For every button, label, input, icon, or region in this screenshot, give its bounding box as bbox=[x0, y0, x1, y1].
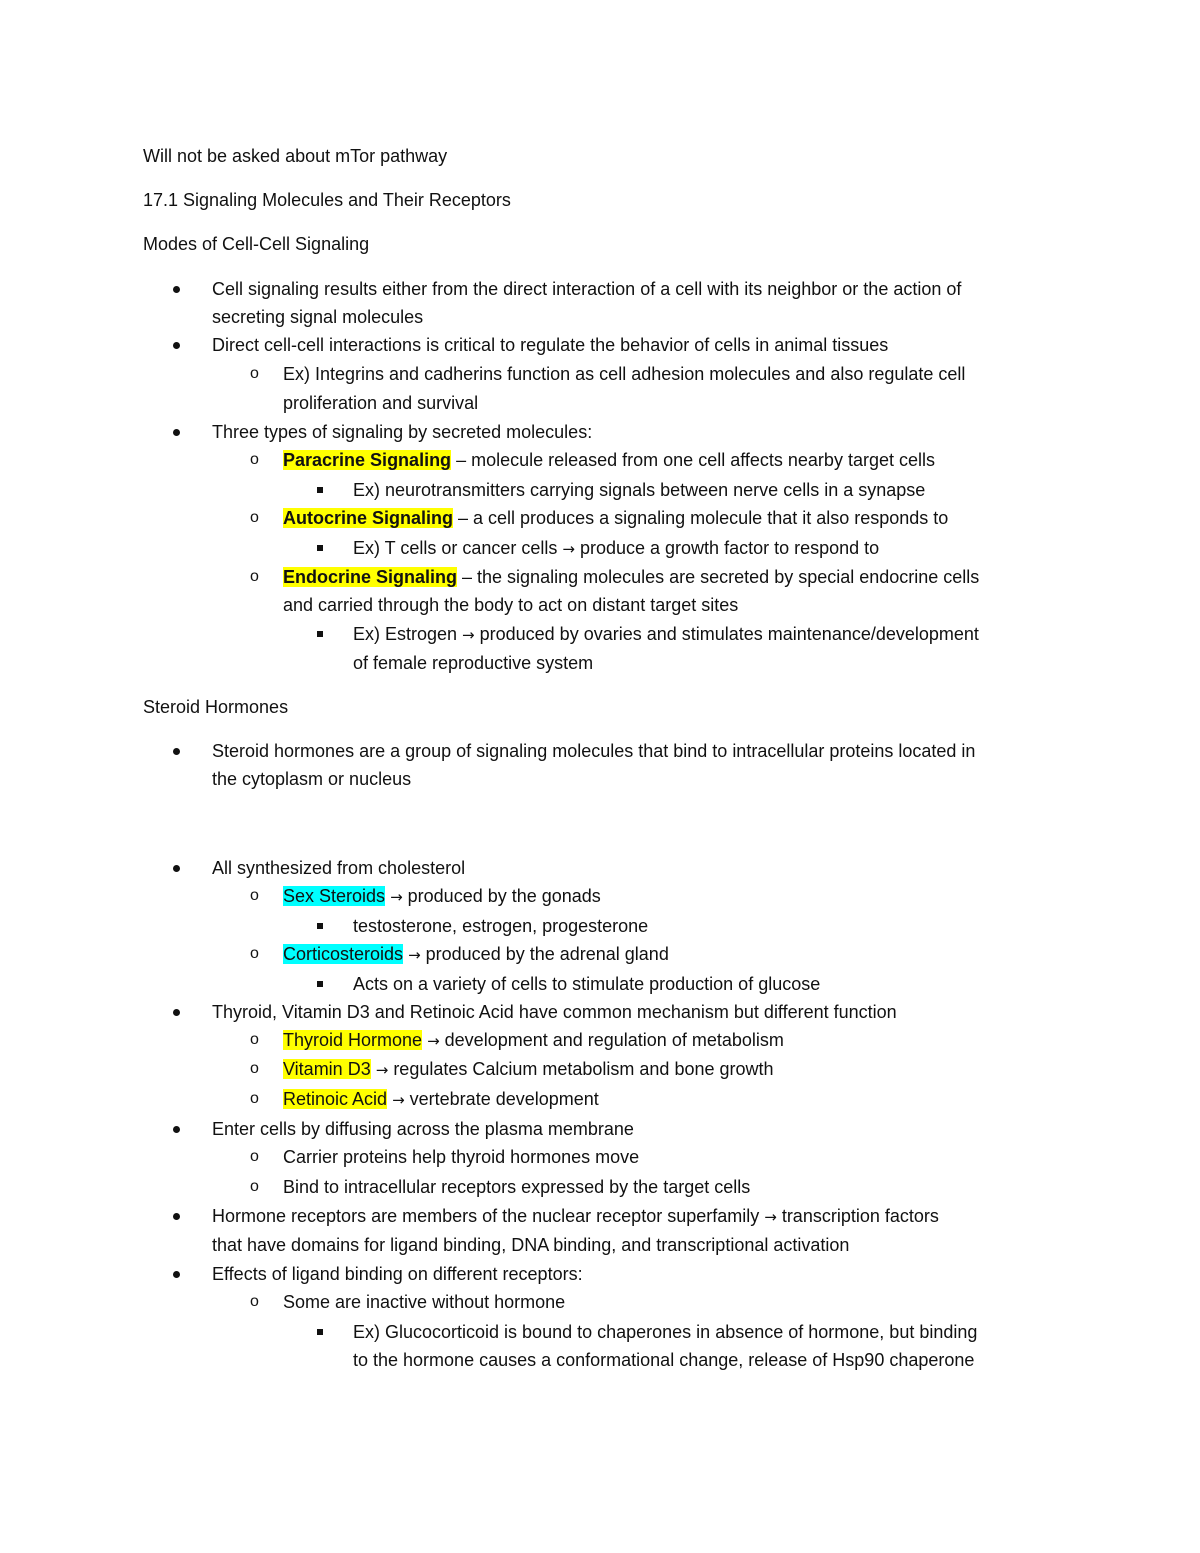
bullet-circle: o bbox=[250, 1031, 259, 1048]
thyroid-hormone-item bbox=[283, 1029, 784, 1052]
steroid-bullet-1-line-2: the cytoplasm or nucleus bbox=[212, 769, 412, 789]
steroid-bullet-5-line-2: that have domains for ligand binding, DNA binding, and transcriptional activation bbox=[212, 1235, 850, 1255]
steroid-bullet-5-line-1 bbox=[212, 1205, 939, 1228]
bullet-dot bbox=[173, 1118, 180, 1140]
bullet-dot bbox=[173, 278, 180, 300]
bullet-square bbox=[317, 623, 323, 645]
paracrine-example: Ex) neurotransmitters carrying signals between nerve cells in a synapse bbox=[353, 480, 926, 500]
corticosteroids-item bbox=[283, 943, 669, 966]
vitamin-d3-definition: regulates Calcium metabolism and bone growth bbox=[388, 1059, 774, 1079]
steroid-bullet-5-line-1-b: transcription factors bbox=[776, 1206, 939, 1226]
autocrine-item bbox=[283, 507, 948, 529]
bullet-circle: o bbox=[250, 945, 259, 962]
bullet-dot bbox=[173, 421, 180, 443]
bullet-dot bbox=[173, 1001, 180, 1023]
steroid-bullet-4-sub-2: Bind to intracellular receptors expressed by the target cells bbox=[283, 1177, 751, 1197]
steroid-bullet-6: Effects of ligand binding on different receptors: bbox=[212, 1264, 583, 1284]
glucocorticoid-example-line-2: to the hormone causes a conformational change, release of Hsp90 chaperone bbox=[353, 1350, 975, 1370]
steroid-bullet-5-line-1-a: Hormone receptors are members of the nuclear receptor superfamily bbox=[212, 1206, 765, 1226]
bullet-dot bbox=[173, 334, 180, 356]
retinoic-acid-item bbox=[283, 1088, 599, 1111]
intro-note: Will not be asked about mTor pathway bbox=[143, 146, 448, 166]
steroid-bullet-4-sub-1: Carrier proteins help thyroid hormones move bbox=[283, 1147, 640, 1167]
modes-bullet-3: Three types of signaling by secreted molecules: bbox=[212, 422, 593, 442]
autocrine-example bbox=[353, 537, 879, 560]
section-title: 17.1 Signaling Molecules and Their Receptors bbox=[143, 190, 511, 210]
bullet-dot bbox=[173, 740, 180, 762]
modes-bullet-2-sub-line-1: Ex) Integrins and cadherins function as cell adhesion molecules and also regulate cell bbox=[283, 364, 966, 384]
bullet-square bbox=[317, 973, 323, 995]
endocrine-definition-line-2: and carried through the body to act on distant target sites bbox=[283, 595, 739, 615]
steroid-heading: Steroid Hormones bbox=[143, 697, 289, 717]
steroid-bullet-1-line-1: Steroid hormones are a group of signaling molecules that bind to intracellular proteins located in bbox=[212, 741, 976, 761]
modes-bullet-1-line-1: Cell signaling results either from the direct interaction of a cell with its neighbor or the action of bbox=[212, 279, 962, 299]
bullet-square bbox=[317, 1321, 323, 1343]
steroid-bullet-2: All synthesized from cholesterol bbox=[212, 858, 466, 878]
corticosteroids-term: Corticosteroids bbox=[283, 944, 404, 964]
bullet-circle: o bbox=[250, 365, 259, 382]
vitamin-d3-term: Vitamin D3 bbox=[283, 1059, 371, 1079]
sex-steroids-example: testosterone, estrogen, progesterone bbox=[353, 916, 649, 936]
bullet-circle: o bbox=[250, 887, 259, 904]
arrow-right-icon: → bbox=[562, 540, 575, 558]
endocrine-item bbox=[283, 566, 979, 588]
arrow-right-icon: → bbox=[408, 946, 421, 964]
vitamin-d3-item bbox=[283, 1058, 774, 1081]
bullet-circle: o bbox=[250, 1178, 259, 1195]
bullet-circle: o bbox=[250, 1148, 259, 1165]
sex-steroids-item bbox=[283, 885, 601, 908]
sex-steroids-term: Sex Steroids bbox=[283, 886, 386, 906]
arrow-right-icon: → bbox=[427, 1032, 440, 1050]
autocrine-example-a: Ex) T cells or cancer cells bbox=[353, 538, 563, 558]
endocrine-example-line-2: of female reproductive system bbox=[353, 653, 594, 673]
arrow-right-icon: → bbox=[390, 888, 403, 906]
bullet-dot bbox=[173, 857, 180, 879]
retinoic-acid-term: Retinoic Acid bbox=[283, 1089, 388, 1109]
modes-bullet-2-sub-line-2: proliferation and survival bbox=[283, 393, 479, 413]
bullet-square bbox=[317, 915, 323, 937]
autocrine-definition: – a cell produces a signaling molecule that it also responds to bbox=[453, 508, 949, 528]
retinoic-acid-definition: vertebrate development bbox=[404, 1089, 599, 1109]
bullet-dot bbox=[173, 1205, 180, 1227]
modes-bullet-2: Direct cell-cell interactions is critical to regulate the behavior of cells in animal tissues bbox=[212, 335, 889, 355]
paracrine-item bbox=[283, 449, 935, 471]
endocrine-definition-line-1: – the signaling molecules are secreted by special endocrine cells bbox=[457, 567, 980, 587]
arrow-right-icon: → bbox=[375, 1061, 389, 1079]
glucocorticoid-example-line-1: Ex) Glucocorticoid is bound to chaperones in absence of hormone, but binding bbox=[353, 1322, 978, 1342]
bullet-dot bbox=[173, 1263, 180, 1285]
bullet-circle: o bbox=[250, 568, 259, 585]
bullet-circle: o bbox=[250, 1060, 259, 1077]
corticosteroids-example: Acts on a variety of cells to stimulate production of glucose bbox=[353, 974, 821, 994]
modes-heading: Modes of Cell-Cell Signaling bbox=[143, 234, 370, 254]
paracrine-term: Paracrine Signaling bbox=[283, 450, 452, 470]
bullet-square bbox=[317, 537, 323, 559]
bullet-circle: o bbox=[250, 1293, 259, 1310]
bullet-circle: o bbox=[250, 1090, 259, 1107]
thyroid-hormone-definition: development and regulation of metabolism bbox=[439, 1030, 784, 1050]
autocrine-term: Autocrine Signaling bbox=[283, 508, 454, 528]
steroid-bullet-4: Enter cells by diffusing across the plasma membrane bbox=[212, 1119, 634, 1139]
autocrine-example-b: produce a growth factor to respond to bbox=[574, 538, 880, 558]
bullet-circle: o bbox=[250, 451, 259, 468]
modes-bullet-1-line-2: secreting signal molecules bbox=[212, 307, 424, 327]
paracrine-definition: – molecule released from one cell affects nearby target cells bbox=[451, 450, 935, 470]
arrow-right-icon: → bbox=[764, 1208, 777, 1226]
arrow-right-icon: → bbox=[462, 626, 475, 644]
arrow-right-icon: → bbox=[392, 1091, 405, 1109]
endocrine-term: Endocrine Signaling bbox=[283, 567, 458, 587]
sex-steroids-definition: produced by the gonads bbox=[402, 886, 601, 906]
endocrine-example-b: produced by ovaries and stimulates maintenance/development bbox=[474, 624, 979, 644]
bullet-square bbox=[317, 479, 323, 501]
thyroid-hormone-term: Thyroid Hormone bbox=[283, 1030, 423, 1050]
bullet-circle: o bbox=[250, 509, 259, 526]
endocrine-example bbox=[353, 623, 979, 646]
steroid-bullet-3: Thyroid, Vitamin D3 and Retinoic Acid have common mechanism but different function bbox=[212, 1002, 897, 1022]
corticosteroids-definition: produced by the adrenal gland bbox=[420, 944, 669, 964]
endocrine-example-a: Ex) Estrogen bbox=[353, 624, 463, 644]
steroid-bullet-6-sub-1: Some are inactive without hormone bbox=[283, 1292, 566, 1312]
